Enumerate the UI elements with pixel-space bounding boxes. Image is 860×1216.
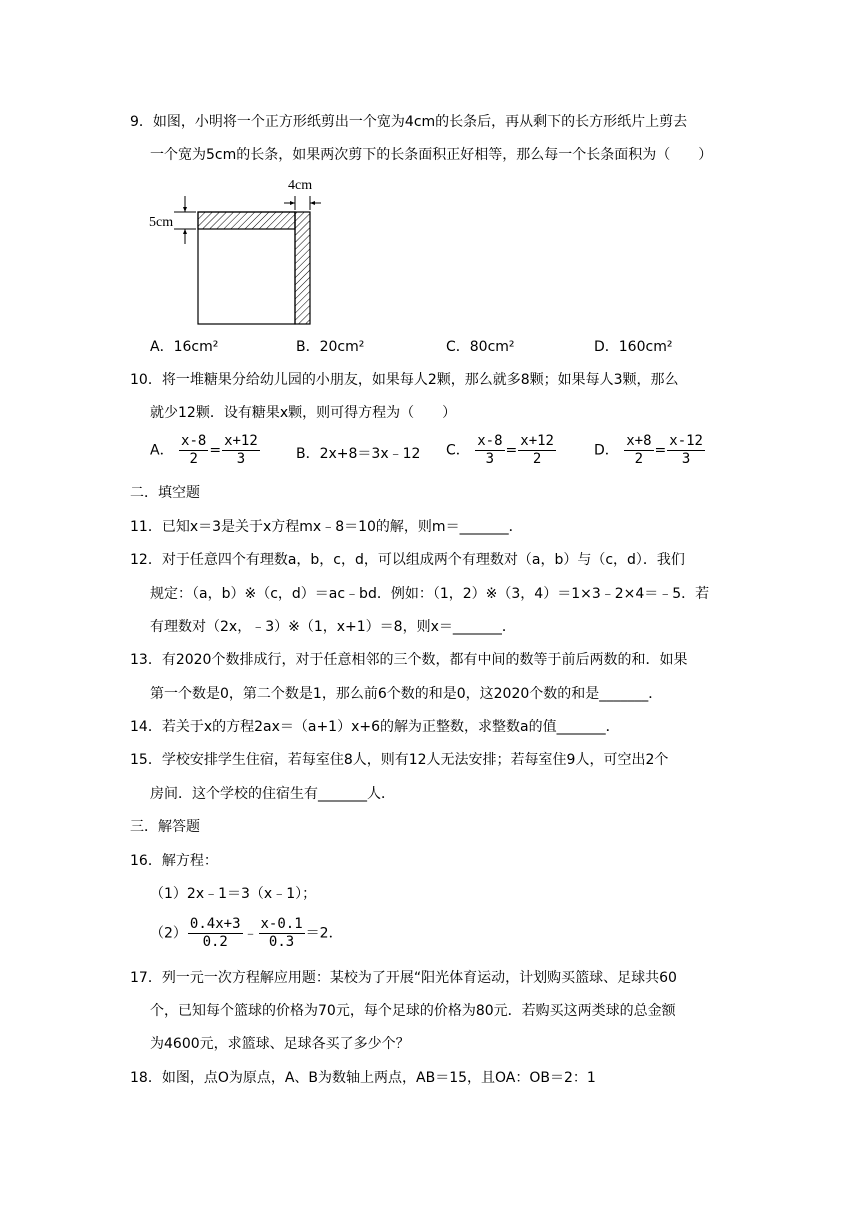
q17-line1: 17．列一元一次方程解应用题：某校为了开展“阳光体育运动，计划购买篮球、足球共60 xyxy=(130,970,677,986)
q16-part1: （1）2x﹣1＝3（x﹣1）； xyxy=(150,886,317,902)
q14: 14．若关于x的方程2ax＝（a+1）x+6的解为正整数，求整数a的值_______． xyxy=(130,719,620,735)
part-label: （2） xyxy=(150,925,187,942)
section-heading-solve: 三．解答题 xyxy=(130,819,200,835)
q9-line1: 9．如图，小明将一个正方形纸剪出一个宽为4cm的长条后，再从剩下的长方形纸片上剪去 xyxy=(130,114,688,130)
q9-option-c: C．80cm² xyxy=(446,339,515,355)
q15-line2: 房间．这个学校的住宿生有_______人． xyxy=(150,786,395,802)
option-a-prefix: A． xyxy=(150,442,174,459)
label-5cm: 5cm xyxy=(149,215,174,230)
fraction: $\frac{x-8}{3}$ xyxy=(477,433,503,467)
q9-line2: 一个宽为5cm的长条，如果两次剪下的长条面积正好相等，那么每一个长条面积为（ ） xyxy=(150,147,713,163)
q17-line3: 为4600元，求篮球、足球各买了多少个？ xyxy=(150,1036,410,1052)
fraction: $\frac{x-12}{3}$ xyxy=(669,433,703,467)
q17-line2: 个，已知每个篮球的价格为70元，每个足球的价格为80元．若购买这两类球的总金额 xyxy=(150,1003,676,1019)
q15-line1: 15．学校安排学生住宿，若每室住8人，则有12人无法安排；若每室住9人，可空出2个 xyxy=(130,752,669,768)
q9-figure xyxy=(146,172,336,336)
fraction: $\frac{x+12}{3}$ xyxy=(224,433,258,467)
q16-stem: 16．解方程： xyxy=(130,853,218,869)
fraction: $\frac{x+8}{2}$ xyxy=(626,433,652,467)
option-d-prefix: D． xyxy=(594,442,619,459)
fraction: $\frac{0.4x+3}{0.2}$ xyxy=(189,916,241,950)
q16-part2: （2） $\frac{0.4x+3}{0.2}$ ﹣ $\frac{x-0.1}{0.3}$ ＝2． xyxy=(150,916,343,950)
q11: 11．已知x＝3是关于x方程mx﹣8＝10的解，则m＝_______． xyxy=(130,519,523,535)
q13-line2: 第一个数是0，第二个数是1，那么前6个数的和是0，这2020个数的和是_______． xyxy=(150,686,663,702)
fraction: $\frac{x-0.1}{0.3}$ xyxy=(260,916,303,950)
q18: 18．如图，点O为原点，A、B为数轴上两点，AB＝15，且OA：OB＝2：1 xyxy=(130,1070,596,1086)
cut-square-diagram xyxy=(146,172,336,332)
q10-option-d: D． $\frac{x+8}{2}$ = $\frac{x-12}{3}$ xyxy=(594,433,703,467)
option-c-prefix: C． xyxy=(446,442,470,459)
q10-option-c: C． $\frac{x-8}{3}$ = $\frac{x+12}{2}$ xyxy=(446,433,554,467)
q9-option-b: B．20cm² xyxy=(296,339,365,355)
q13-line1: 13．有2020个数排成行，对于任意相邻的三个数，都有中间的数等于前后两数的和．如果 xyxy=(130,652,688,668)
fraction: $\frac{x-8}{2}$ xyxy=(181,433,207,467)
q12-line1: 12．对于任意四个有理数a，b，c，d，可以组成两个有理数对（a，b）与（c，d）．我们 xyxy=(130,552,685,568)
fraction: $\frac{x+12}{2}$ xyxy=(520,433,554,467)
section-heading-fill-in: 二．填空题 xyxy=(130,485,200,501)
label-4cm: 4cm xyxy=(288,178,313,193)
q10-line1: 10．将一堆糖果分给幼儿园的小朋友，如果每人2颗，那么就多8颗；如果每人3颗，那么 xyxy=(130,372,679,388)
q12-line2: 规定：（a，b）※（c，d）＝ac﹣bd．例如：（1，2）※（3，4）＝1×3﹣2×4＝﹣5．若 xyxy=(150,586,710,602)
q9-option-a: A．16cm² xyxy=(150,339,219,355)
q9-option-d: D．160cm² xyxy=(594,339,673,355)
q10-option-b: B．2x+8＝3x﹣12 xyxy=(296,446,421,462)
q10-line2: 就少12颗．设有糖果x颗，则可得方程为（ ） xyxy=(150,405,457,421)
q10-option-a: A． $\frac{x-8}{2}$ = $\frac{x+12}{3}$ xyxy=(150,433,258,467)
q12-line3: 有理数对（2x，﹣3）※（1，x+1）＝8，则x＝_______． xyxy=(150,619,516,635)
